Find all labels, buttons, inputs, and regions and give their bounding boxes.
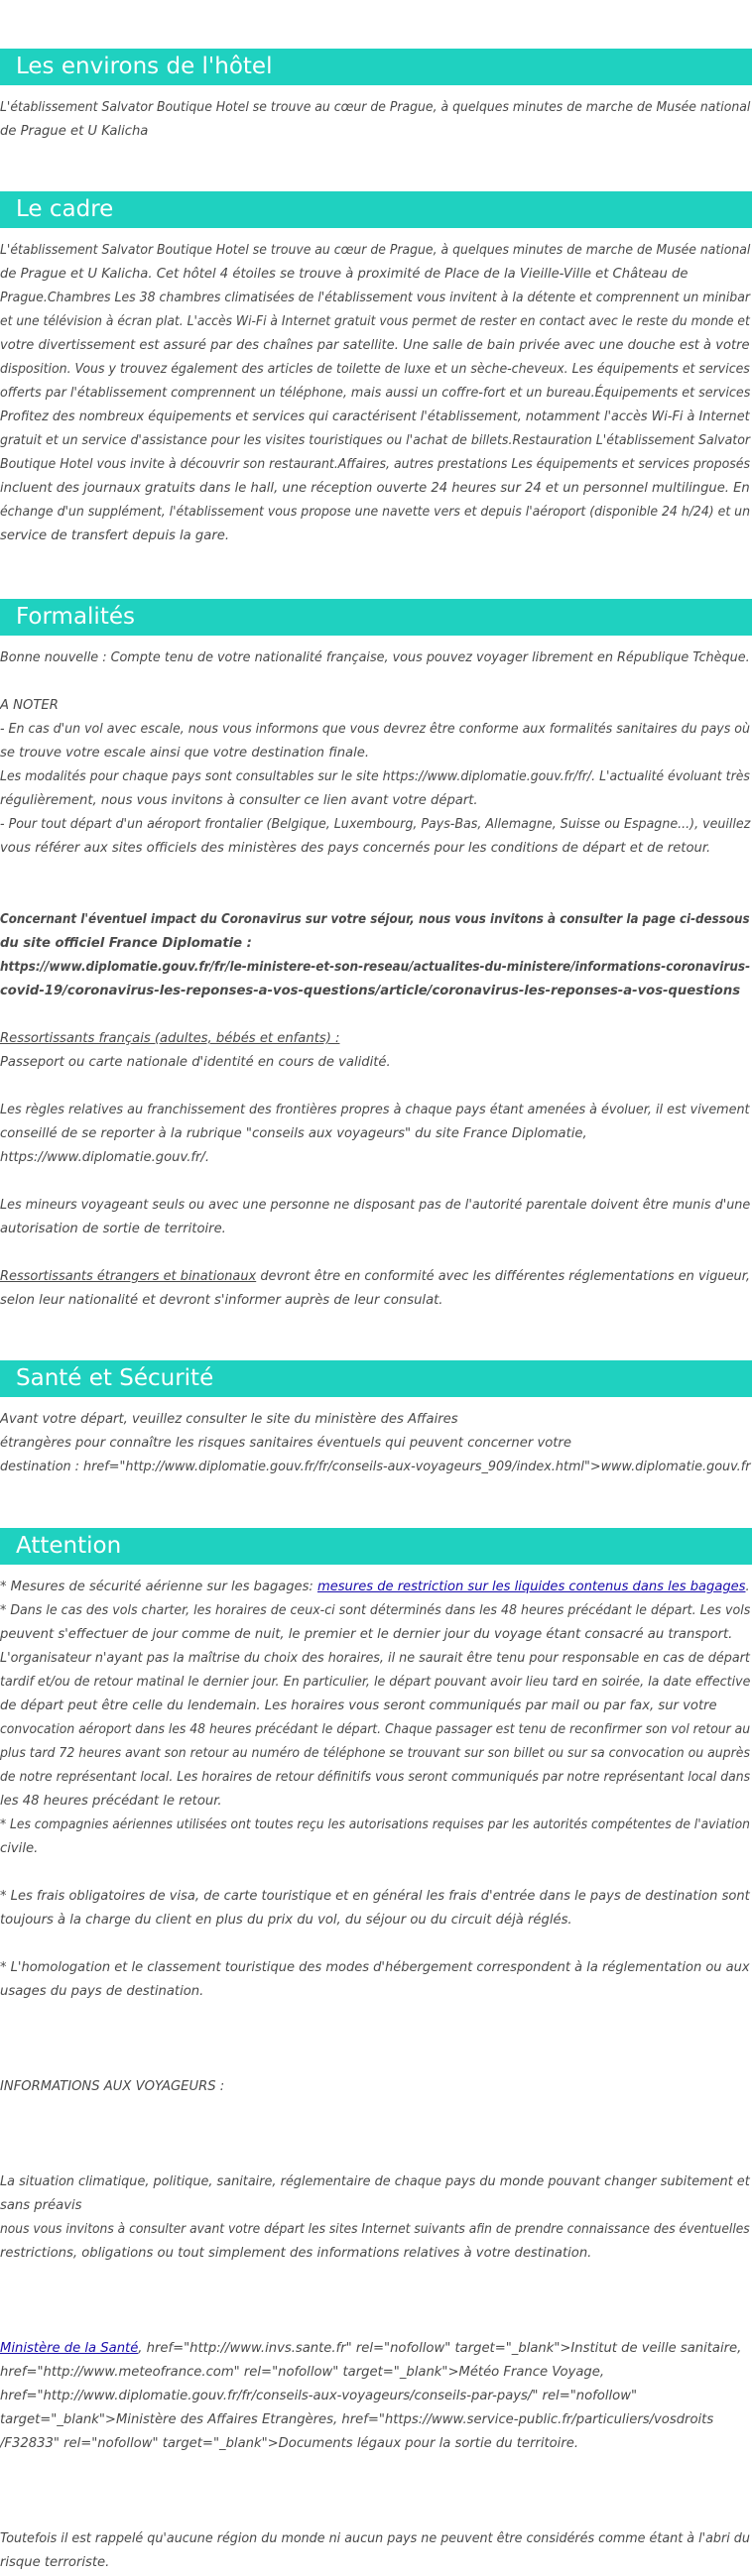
sante-text	[0, 1408, 752, 1479]
text-line: * Dans le cas des vols charter, les horaires de ceux-ci sont déterminés dans les 48 heures précédant le départ. Les vols	[0, 1603, 751, 1618]
text-line: disposition. Vous y trouvez également des articles de toilette de luxe et un sèche-cheveux. Les équipements et services	[0, 362, 750, 377]
text-line: autorisation de sortie de territoire.	[0, 1222, 226, 1236]
text-line: https://www.diplomatie.gouv.fr/.	[0, 1150, 210, 1165]
text-line: et une télévision à écran plat. L'accès Wi-Fi à Internet gratuit vous permet de rester en contact avec le reste du monde et	[0, 314, 750, 329]
text-line: * L'homologation et le classement touristique des modes d'hébergement correspondent à la réglementation ou aux	[0, 1960, 750, 1975]
text-line: offerts par l'établissement comprennent un téléphone, mais aussi un coffre-fort et un bureau.Équipements et services	[0, 386, 751, 401]
text-line: de Prague et U Kalicha	[0, 124, 149, 139]
text-line: selon leur nationalité et devront s'informer auprès de leur consulat.	[0, 1293, 443, 1308]
french-citizens-heading: Ressortissants français (adultes, bébés et enfants) :	[0, 1031, 340, 1046]
text-line: de départ peut être celle du lendemain. Les horaires vous seront communiqués par mail ou par fax, sur votre	[0, 1698, 717, 1713]
attention-homologation	[0, 1956, 752, 2004]
foreign-citizens-heading: Ressortissants étrangers et binationaux	[0, 1269, 257, 1284]
text-line: les 48 heures précédant le retour.	[0, 1794, 222, 1809]
covid-link-line[interactable]: covid-19/coronavirus-les-reponses-a-vos-questions/article/coronavirus-les-reponses-a-vos-questions	[0, 984, 741, 998]
formalites-covid	[0, 908, 752, 1003]
security-suffix: .	[745, 1580, 750, 1594]
text-line: convocation aéroport dans les 48 heures précédant le départ. Chaque passager est tenu de reconfirmer son vol retour au	[0, 1722, 751, 1737]
text-line: toujours à la charge du client en plus du prix du vol, du séjour ou du circuit déjà réglés.	[0, 1913, 572, 1928]
note-label: A NOTER	[0, 698, 59, 713]
formalites-intro	[0, 646, 752, 670]
section-title-formalites: Formalités	[0, 599, 752, 636]
text-line: gratuit et un service d'assistance pour les visites touristiques ou l'achat de billets.Restauration L'établissement Salvator	[0, 433, 751, 448]
text-line: étrangères pour connaître les risques sanitaires éventuels qui peuvent concerner votre	[0, 1436, 571, 1451]
text-line	[0, 2337, 750, 2361]
formalites-note	[0, 694, 752, 861]
cadre-text	[0, 239, 752, 548]
text-line: Boutique Hotel vous invite à découvrir son restaurant.Affaires, autres prestations Les équipements et services proposés	[0, 457, 751, 472]
text-line: restrictions, obligations ou tout simplement des informations relatives à votre destination.	[0, 2246, 592, 2261]
text-line: Profitez des nombreux équipements et services qui caractérisent l'établissement, notamment l'accès Wi-Fi à Internet	[0, 410, 750, 424]
section-title-sante: Santé et Sécurité	[0, 1360, 752, 1397]
section-title-cadre: Le cadre	[0, 191, 752, 228]
text-line: régulièrement, nous vous invitons à consulter ce lien avant votre départ.	[0, 793, 478, 808]
attention-text	[0, 1576, 752, 1861]
foreign-citizens-text: devront être en conformité avec les différentes réglementations en vigueur,	[256, 1269, 750, 1284]
text-line: plus tard 72 heures avant son retour au numéro de téléphone se trouvant sur son billet ou sur sa convocation ou auprès	[0, 1746, 750, 1761]
formalites-rules	[0, 1099, 752, 1170]
text-line: Les règles relatives au franchissement des frontières propres à chaque pays étant amenées à évoluer, il est vivement	[0, 1103, 750, 1117]
text-line: href="http://www.meteofrance.com" rel="nofollow" target="_blank">Météo France Voyage,	[0, 2365, 605, 2380]
text-line: usages du pays de destination.	[0, 1984, 204, 1999]
text-line: du site officiel France Diplomatie :	[0, 936, 252, 951]
covid-link-line[interactable]: https://www.diplomatie.gouv.fr/fr/le-ministere-et-son-reseau/actualites-du-ministere/informations-coronavirus-	[0, 960, 751, 975]
section-title-attention: Attention	[0, 1528, 752, 1565]
text-line: * Les compagnies aériennes utilisées ont toutes reçu les autorisations requises par les autorités compétentes de l'aviation	[0, 1817, 750, 1832]
text-line: se trouve votre escale ainsi que votre destination finale.	[0, 746, 370, 761]
text-line: - En cas d'un vol avec escale, nous vous informons que vous devrez être conforme aux formalités sanitaires du pays où	[0, 722, 750, 737]
text-line: incluent des journaux gratuits dans le hall, une réception ouverte 24 heures sur 24 et un personnel multilingue. En	[0, 481, 750, 496]
formalites-foreign	[0, 1265, 752, 1313]
text-line: Bonne nouvelle : Compte tenu de votre nationalité française, vous pouvez voyager librement en République Tchèque.	[0, 650, 750, 665]
text-line: conseillé de se reporter à la rubrique "conseils aux voyageurs" du site France Diplomatie,	[0, 1126, 587, 1141]
text-line: Toutefois il est rappelé qu'aucune région du monde ni aucun pays ne peuvent être considérés comme étant à l'abri du	[0, 2531, 750, 2546]
text-line: La situation climatique, politique, sanitaire, réglementaire de chaque pays du monde pouvant changer subitement et	[0, 2174, 750, 2189]
text-line: * Les frais obligatoires de visa, de carte touristique et en général les frais d'entrée dans le pays de destination sont	[0, 1889, 750, 1904]
text-line	[0, 1265, 750, 1289]
attention-situation	[0, 2170, 752, 2266]
text-line: Les mineurs voyageant seuls ou avec une personne ne disposant pas de l'autorité parentale doivent être munis d'une	[0, 1198, 751, 1213]
security-prefix: * Mesures de sécurité aérienne sur les bagages:	[0, 1580, 317, 1594]
text-line: L'organisateur n'ayant pas la maîtrise du choix des horaires, il ne saurait être tenu pour responsable en cas de départ	[0, 1651, 750, 1666]
text-line: - Pour tout départ d'un aéroport frontalier (Belgique, Luxembourg, Pays-Bas, Allemagne, Suisse ou Espagne...), veuillez	[0, 817, 751, 832]
health-ministry-link[interactable]: Ministère de la Santé	[0, 2341, 139, 2356]
text-line: Passeport ou carte nationale d'identité en cours de validité.	[0, 1055, 391, 1070]
formalites-minors	[0, 1194, 752, 1241]
text-line: peuvent s'effectuer de jour comme de nuit, le premier et le dernier jour du voyage étant consacré au transport.	[0, 1627, 733, 1642]
links-text: , href="http://www.invs.sante.fr" rel="nofollow" target="_blank">Institut de veille sanitaire,	[138, 2341, 742, 2356]
attention-terror	[0, 2527, 752, 2575]
text-line: href="http://www.diplomatie.gouv.fr/fr/conseils-aux-voyageurs/conseils-par-pays/" rel="nofollow"	[0, 2389, 638, 2403]
text-line: de notre représentant local. Les horaires de retour définitifs vous seront communiqués par notre représentant local dans	[0, 1770, 751, 1785]
text-line: risque terroriste.	[0, 2555, 110, 2570]
text-line: Concernant l'éventuel impact du Coronavirus sur votre séjour, nous vous invitons à consulter la page ci-dessous	[0, 912, 750, 927]
text-line: tardif et/ou de retour matinal le dernier jour. En particulier, le départ pouvant avoir lieu tard en soirée, la date effective	[0, 1675, 751, 1690]
liquids-restriction-link[interactable]: mesures de restriction sur les liquides contenus dans les bagages	[316, 1580, 746, 1594]
attention-info-heading	[0, 2075, 752, 2099]
text-line: vous référer aux sites officiels des ministères des pays concernés pour les conditions de départ et de retour.	[0, 841, 711, 856]
text-line: L'établissement Salvator Boutique Hotel se trouve au cœur de Prague, à quelques minutes de marche de Musée national	[0, 243, 751, 258]
text-line: votre divertissement est assuré par des chaînes par satellite. Une salle de bain privée avec une douche est à votre	[0, 338, 750, 353]
environs-text	[0, 96, 752, 144]
info-heading: INFORMATIONS AUX VOYAGEURS :	[0, 2079, 225, 2094]
text-line: L'établissement Salvator Boutique Hotel se trouve au cœur de Prague, à quelques minutes de marche de Musée national	[0, 100, 751, 115]
text-line: de Prague et U Kalicha. Cet hôtel 4 étoiles se trouve à proximité de Place de la Vieille-Ville et Château de	[0, 267, 689, 282]
text-line	[0, 1576, 750, 1599]
text-line: /F32833" rel="nofollow" target="_blank">Documents légaux pour la sortie du territoire.	[0, 2436, 579, 2451]
text-line: nous vous invitons à consulter avant votre départ les sites Internet suivants afin de prendre connaissance des éventuelles	[0, 2222, 750, 2237]
text-line: destination : href="http://www.diplomatie.gouv.fr/fr/conseils-aux-voyageurs_909/index.html">www.diplomatie.gouv.fr	[0, 1460, 751, 1474]
text-line: échange d'un supplément, l'établissement vous propose une navette vers et depuis l'aéroport (disponible 24 h/24) et un	[0, 505, 750, 520]
text-line: Les modalités pour chaque pays sont consultables sur le site https://www.diplomatie.gouv.fr/fr/. L'actualité évoluant très	[0, 769, 750, 784]
attention-frais	[0, 1885, 752, 1932]
section-title-environs: Les environs de l'hôtel	[0, 49, 752, 85]
text-line: Avant votre départ, veuillez consulter le site du ministère des Affaires	[0, 1412, 458, 1427]
formalites-french	[0, 1027, 752, 1075]
text-line: sans préavis	[0, 2198, 82, 2213]
text-line: service de transfert depuis la gare.	[0, 528, 229, 543]
attention-links	[0, 2337, 752, 2456]
text-line: civile.	[0, 1841, 39, 1856]
text-line: Prague.Chambres Les 38 chambres climatisées de l'établissement vous invitent à la détente et comprennent un minibar	[0, 291, 751, 305]
text-line: target="_blank">Ministère des Affaires Etrangères, href="https://www.service-public.fr/particuliers/vosdroits	[0, 2412, 714, 2427]
